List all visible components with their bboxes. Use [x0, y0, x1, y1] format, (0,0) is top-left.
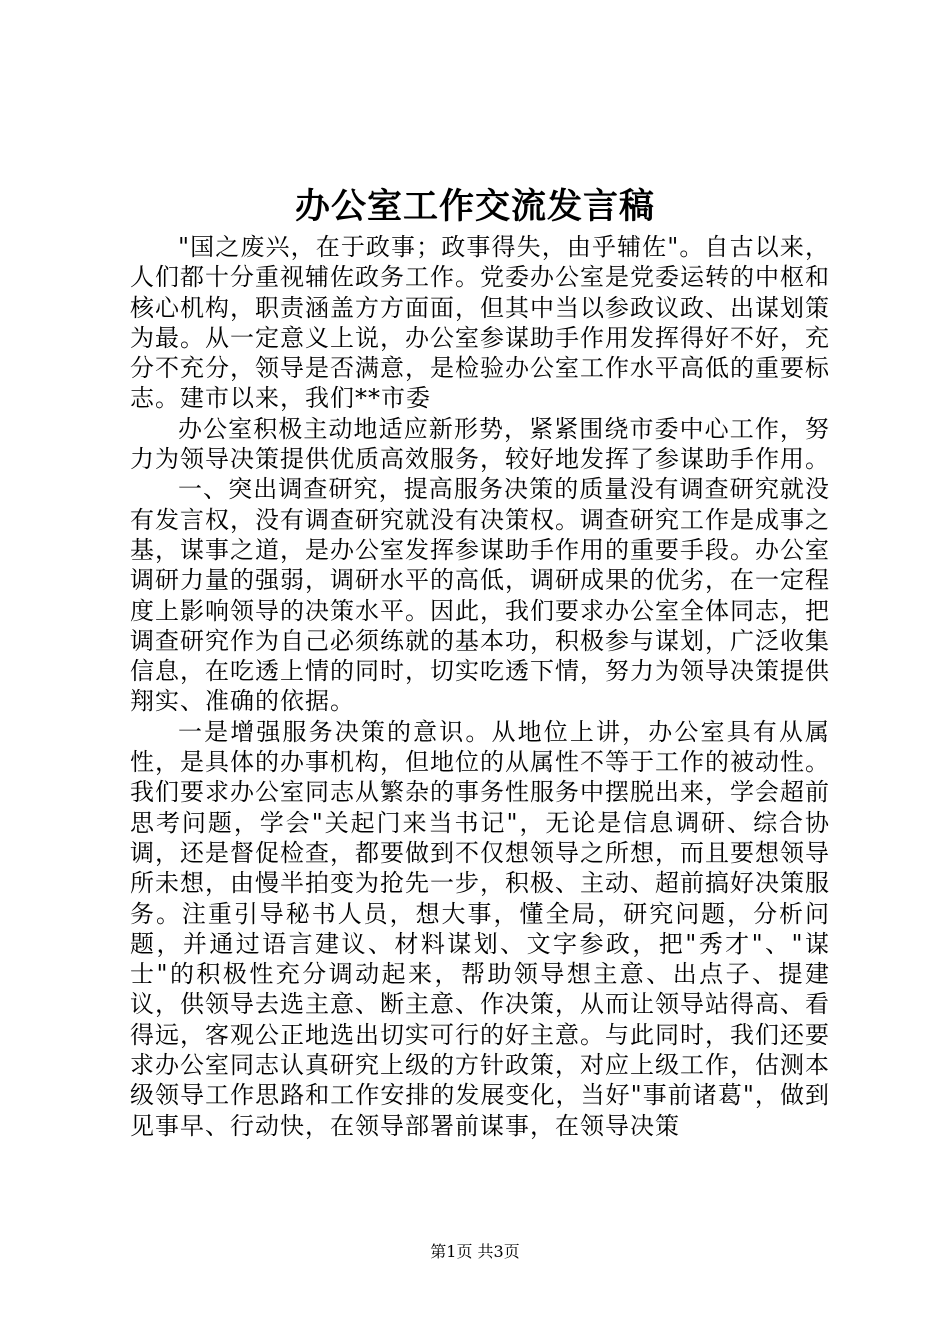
document-body — [130, 232, 830, 1141]
document-title: 办公室工作交流发言稿 — [294, 186, 655, 227]
paragraph: 一是增强服务决策的意识。从地位上讲，办公室具有从属性，是具体的办事机构，但地位的从属性不等于工作的被动性。我们要求办公室同志从繁杂的事务性服务中摆脱出来，学会超前思考问题，学会"关起门来当书记"，无论是信息调研、综合协调，还是督促检查，都要做到不仅想领导之所想，而且要想领导所未想，由慢半拍变为抢先一步，积极、主动、超前搞好决策服务。注重引导秘书人员，想大事，懂全局，研究问题，分析问题，并通过语言建议、材料谋划、文字参政，把"秀才"、"谋士"的积极性充分调动起来，帮助领导想主意、出点子、提建议，供领导去选主意、断主意、作决策，从而让领导站得高、看得远，客观公正地选出切实可行的好主意。与此同时，我们还要求办公室同志认真研究上级的方针政策，对应上级工作，估测本级领导工作思路和工作安排的发展变化，当好"事前诸葛"，做到见事早、行动快，在领导部署前谋事，在领导决策 — [130, 717, 830, 1140]
paragraph: 一、突出调查研究，提高服务决策的质量没有调查研究就没有发言权，没有调查研究就没有决策权。调查研究工作是成事之基，谋事之道，是办公室发挥参谋助手作用的重要手段。办公室调研力量的强弱，调研水平的高低，调研成果的优劣，在一定程度上影响领导的决策水平。因此，我们要求办公室全体同志，把调查研究作为自己必须练就的基本功，积极参与谋划，广泛收集信息，在吃透上情的同时，切实吃透下情，努力为领导决策提供翔实、准确的依据。 — [130, 475, 830, 716]
paragraph: 办公室积极主动地适应新形势，紧紧围绕市委中心工作，努力为领导决策提供优质高效服务，较好地发挥了参谋助手作用。 — [130, 414, 830, 474]
page-footer: 第1页 共3页 — [430, 1242, 520, 1261]
paragraph: "国之废兴，在于政事；政事得失，由乎辅佐"。自古以来，人们都十分重视辅佐政务工作。党委办公室是党委运转的中枢和核心机构，职责涵盖方方面面，但其中当以参政议政、出谋划策为最。从一定意义上说，办公室参谋助手作用发挥得好不好，充分不充分，领导是否满意，是检验办公室工作水平高低的重要标志。建市以来，我们**市委 — [130, 233, 830, 413]
